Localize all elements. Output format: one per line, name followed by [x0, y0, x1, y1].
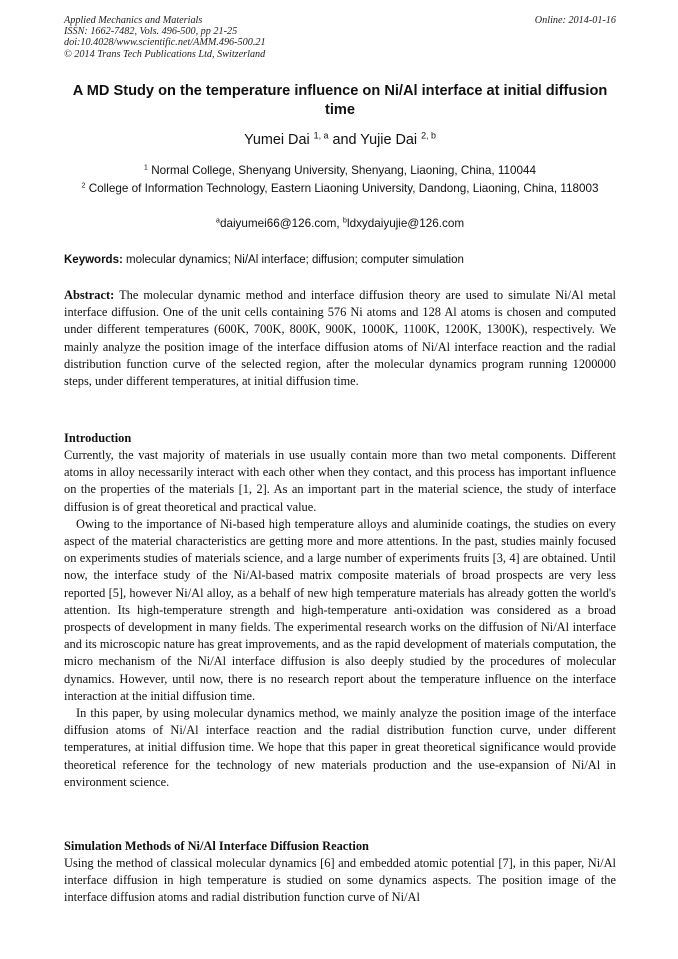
email-b-sup: b: [342, 215, 347, 225]
email-a-sup: a: [215, 215, 220, 225]
email-line: [64, 215, 616, 233]
author-line: [64, 131, 616, 149]
abstract-label: Abstract:: [64, 288, 115, 302]
email-b: ldxydaiyujie@126.com: [346, 217, 465, 230]
journal-name: Applied Mechanics and Materials: [64, 15, 203, 26]
email-a: daiyumei66@126.com,: [219, 217, 343, 230]
introduction-heading: Introduction: [64, 431, 132, 445]
author-1: Yumei Dai: [244, 132, 310, 148]
affiliation-1-sup: 1: [143, 162, 148, 172]
author-and: and: [328, 132, 361, 148]
affiliation-1-text: Normal College, Shenyang University, Shenyang, Liaoning, China, 110044: [147, 164, 537, 177]
paper-title: A MD Study on the temperature influence on Ni/Al interface at initial diffusion time: [72, 83, 608, 118]
abstract-text: The molecular dynamic method and interface diffusion theory are used to simulate Ni/Al metal interface diffusion. One of the unit cells containing 576 Ni atoms and 128 Al atoms is chosen and computed under different temperatures (600K, 700K, 800K, 900K, 1000K, 1100K, 1200K, 1300K), respectively. We mainly analyze the position image of the interface diffusion atoms of Ni/Al interface reaction and the radial distribution function curve of the selected region, after the molecular dynamics program running 1200000 steps, under different temperatures, at initial diffusion time.: [64, 288, 616, 389]
introduction-paragraph-1: Currently, the vast majority of materials in use usually contain more than two metal components. Different atoms in alloy necessarily interact with each other when they contact, and this process has important influence on the properties of the materials [1, 2]. As an important part in the material science, the study of interface diffusion is of great theoretical and practical value.: [64, 448, 616, 514]
keywords-label: Keywords:: [64, 254, 123, 266]
abstract: [64, 287, 616, 390]
author-1-sup: 1, a: [313, 130, 329, 141]
simulation-heading: Simulation Methods of Ni/Al Interface Diffusion Reaction: [64, 839, 369, 853]
affiliation-2-sup: 2: [81, 180, 86, 190]
keywords-text: molecular dynamics; Ni/Al interface; diffusion; computer simulation: [122, 254, 464, 266]
simulation-paragraph-1: Using the method of classical molecular dynamics [6] and embedded atomic potential [7], in this paper, Ni/Al interface diffusion in high temperature is studied on some dynamics aspects. The position image of the interface diffusion atoms and radial distribution function curve of Ni/Al: [64, 856, 616, 905]
issn-line: ISSN: 1662-7482, Vols. 496-500, pp 21-25: [64, 26, 238, 38]
affiliation-1: [64, 162, 616, 180]
introduction-paragraph-2: Owing to the importance of Ni-based high temperature alloys and aluminide coatings, the studies on every aspect of the material characteristics are getting more and more attentions. In the past, studies mainly focused on experiments studies of materials science, and a large number of experiments fruits [3, 4] are obtained. Until now, the interface study of the Ni/Al-based matrix composite materials of broad prospects are very less reported [5], however Ni/Al alloy, as a behalf of new high temperature materials has already gotten the world's attention. Its high-temperature strength and high-temperature anti-oxidation was considered as a broad prospects of development in many fields. The experimental research works on the diffusion of Ni/Al interface and its microscopic nature has great improvements, and as the rapid development of materials computation, the micro mechanism of the Ni/Al interface diffusion is also deeply studied by the procedures of molecular dynamics. However, until now, there is no research report about the temperature influence on the interface interaction at the initial diffusion time.: [64, 516, 616, 703]
keywords: [64, 252, 616, 268]
journal-header: [64, 15, 616, 60]
author-2: Yujie Dai: [360, 132, 418, 148]
online-date: Online: 2014-01-16: [534, 15, 616, 26]
affiliation-2: [64, 180, 616, 198]
copyright-line: © 2014 Trans Tech Publications Ltd, Switzerland: [64, 48, 266, 60]
introduction-body: [64, 447, 616, 791]
doi-line: doi:10.4028/www.scientific.net/AMM.496-500.21: [64, 37, 266, 49]
affiliation-2-text: College of Information Technology, Eastern Liaoning University, Dandong, Liaoning, China, 118003: [85, 182, 599, 195]
introduction-paragraph-3: In this paper, by using molecular dynamics method, we mainly analyze the position image of the interface diffusion atoms of Ni/Al interface reaction and the radial distribution function curve, under different temperatures, at initial diffusion time. We hope that this paper in great theoretical significance would provide theoretical reference for the technology of new materials production and the use-expansion of Ni/Al in environment science.: [64, 706, 616, 789]
simulation-body: [64, 855, 616, 907]
author-2-sup: 2, b: [421, 130, 436, 141]
